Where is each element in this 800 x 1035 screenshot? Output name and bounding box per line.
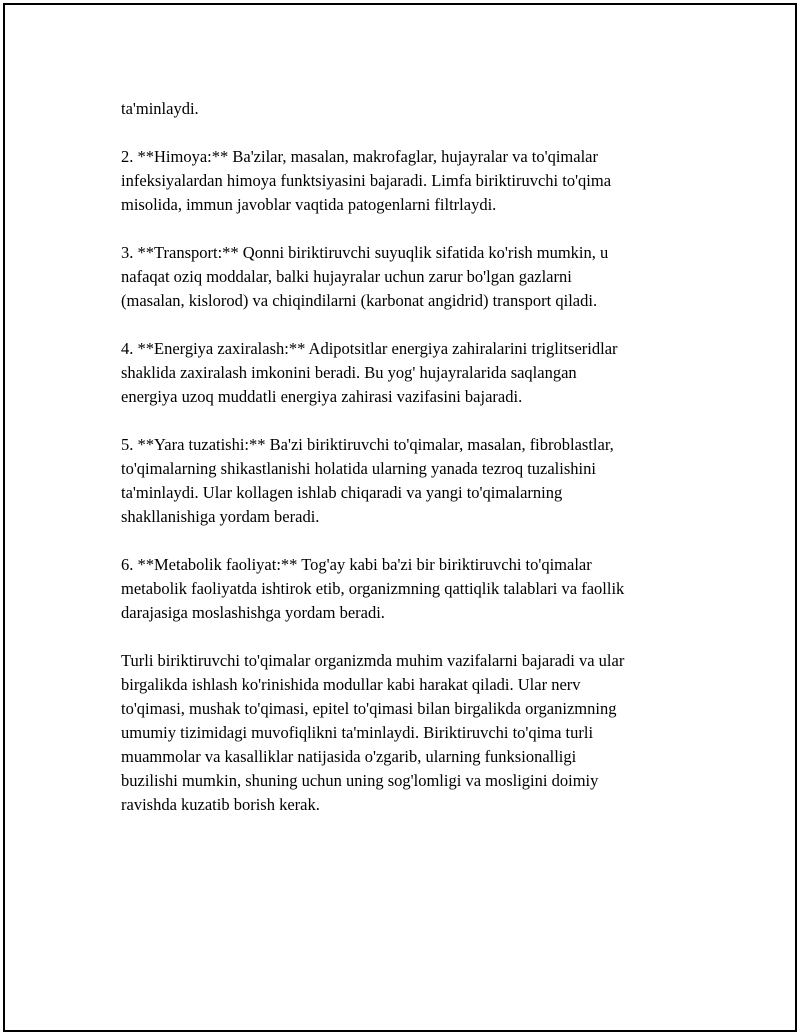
paragraph-metabolik: 6. **Metabolik faoliyat:** Tog'ay kabi ba'zi bir biriktiruvchi to'qimalar metabolik faoliyatda ishtirok etib, organizmning qattiqlik talablari va faollik darajasiga moslashishga yordam beradi. [121,555,625,622]
document-page [3,3,797,1032]
paragraph-continuation: ta'minlaydi. [121,99,199,118]
paragraph-transport: 3. **Transport:** Qonni biriktiruvchi suyuqlik sifatida ko'rish mumkin, u nafaqat oziq moddalar, balki hujayralar uchun zarur bo'lgan gazlarni (masalan, kislorod) va chiqindilarni (karbonat angidrid) transport qiladi. [121,243,609,310]
paragraph-energiya: 4. **Energiya zaxiralash:** Adipotsitlar energiya zahiralarini triglitseridlar shaklida zaxiralash imkonini beradi. Bu yog' hujayralarida saqlangan energiya uzoq muddatli energiya zahirasi vazifasini bajaradi. [121,339,618,406]
document-body [121,97,695,817]
paragraph-conclusion: Turli biriktiruvchi to'qimalar organizmda muhim vazifalarni bajaradi va ular birgalikda ishlash ko'rinishida modullar kabi harakat qiladi. Ular nerv to'qimasi, mushak to'qimasi, epitel to'qimasi bilan birgalikda organizmning umumiy tizimidagi muvofiqlikni ta'minlaydi. Biriktiruvchi to'qima turli muammolar va kasalliklar natijasida o'zgarib, ularning funksionalligi buzilishi mumkin, shuning uchun uning sog'lomligi va mosligini doimiy ravishda kuzatib borish kerak. [121,651,625,814]
paragraph-yara-tuzatishi: 5. **Yara tuzatishi:** Ba'zi biriktiruvchi to'qimalar, masalan, fibroblastlar, to'qimalarning shikastlanishi holatida ularning yanada tezroq tuzalishini ta'minlaydi. Ular kollagen ishlab chiqaradi va yangi to'qimalarning shakllanishiga yordam beradi. [121,435,614,526]
paragraph-himoya: 2. **Himoya:** Ba'zilar, masalan, makrofaglar, hujayralar va to'qimalar infeksiyalardan himoya funktsiyasini bajaradi. Limfa biriktiruvchi to'qima misolida, immun javoblar vaqtida patogenlarni filtrlaydi. [121,147,612,214]
